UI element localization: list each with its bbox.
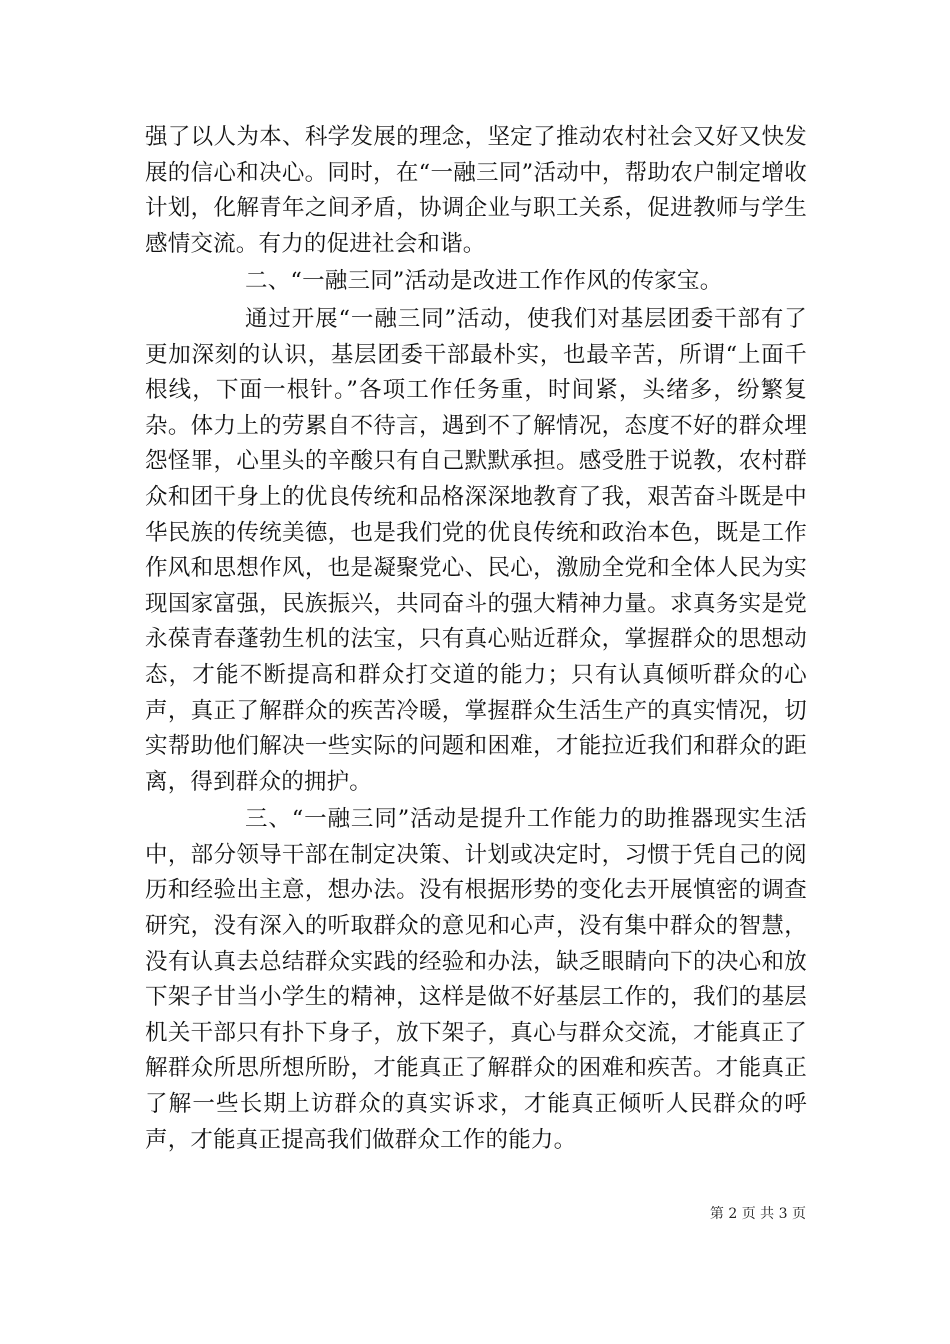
document-body	[145, 120, 807, 1158]
paragraph-continuation: 强了以人为本、科学发展的理念，坚定了推动农村社会又好又快发展的信心和决心。同时，在“一融三同”活动中，帮助农户制定增收计划，化解青年之间矛盾，协调企业与职工关系，促进教师与学生感情交流。有力的促进社会和谐。	[145, 124, 807, 257]
paragraph-section-three: 三、“一融三同”活动是提升工作能力的助推器现实生活中，部分领导干部在制定决策、计划或决定时，习惯于凭自己的阅历和经验出主意，想办法。没有根据形势的变化去开展慎密的调查研究，没有深入的听取群众的意见和心声，没有集中群众的智慧，没有认真去总结群众实践的经验和办法，缺乏眼睛向下的决心和放下架子甘当小学生的精神，这样是做不好基层工作的，我们的基层机关干部只有扑下身子，放下架子，真心与群众交流，才能真正了解群众所思所想所盼，才能真正了解群众的困难和疾苦。才能真正了解一些长期上访群众的真实诉求，才能真正倾听人民群众的呼声，才能真正提高我们做群众工作的能力。	[145, 806, 807, 1153]
page-number-footer: 第 2 页 共 3 页	[709, 1206, 806, 1222]
paragraph-section-two-body: 通过开展“一融三同”活动，使我们对基层团委干部有了更加深刻的认识，基层团委干部最朴实，也最辛苦，所谓“上面千根线，下面一根针。”各项工作任务重，时间紧，头绪多，纷繁复杂。体力上的劳累自不待言，遇到不了解情况，态度不好的群众埋怨怪罪，心里头的辛酸只有自己默默承担。感受胜于说教，农村群众和团干身上的优良传统和品格深深地教育了我，艰苦奋斗既是中华民族的传统美德，也是我们党的优良传统和政治本色，既是工作作风和思想作风，也是凝聚党心、民心，激励全党和全体人民为实现国家富强，民族振兴，共同奋斗的强大精神力量。求真务实是党永葆青春蓬勃生机的法宝，只有真心贴近群众，掌握群众的思想动态，才能不断提高和群众打交道的能力；只有认真倾听群众的心声，真正了解群众的疾苦冷暖，掌握群众生活生产的真实情况，切实帮助他们解决一些实际的问题和困难，才能拉近我们和群众的距离，得到群众的拥护。	[145, 305, 807, 795]
section-heading-two: 二、“一融三同”活动是改进工作作风的传家宝。	[245, 268, 723, 295]
